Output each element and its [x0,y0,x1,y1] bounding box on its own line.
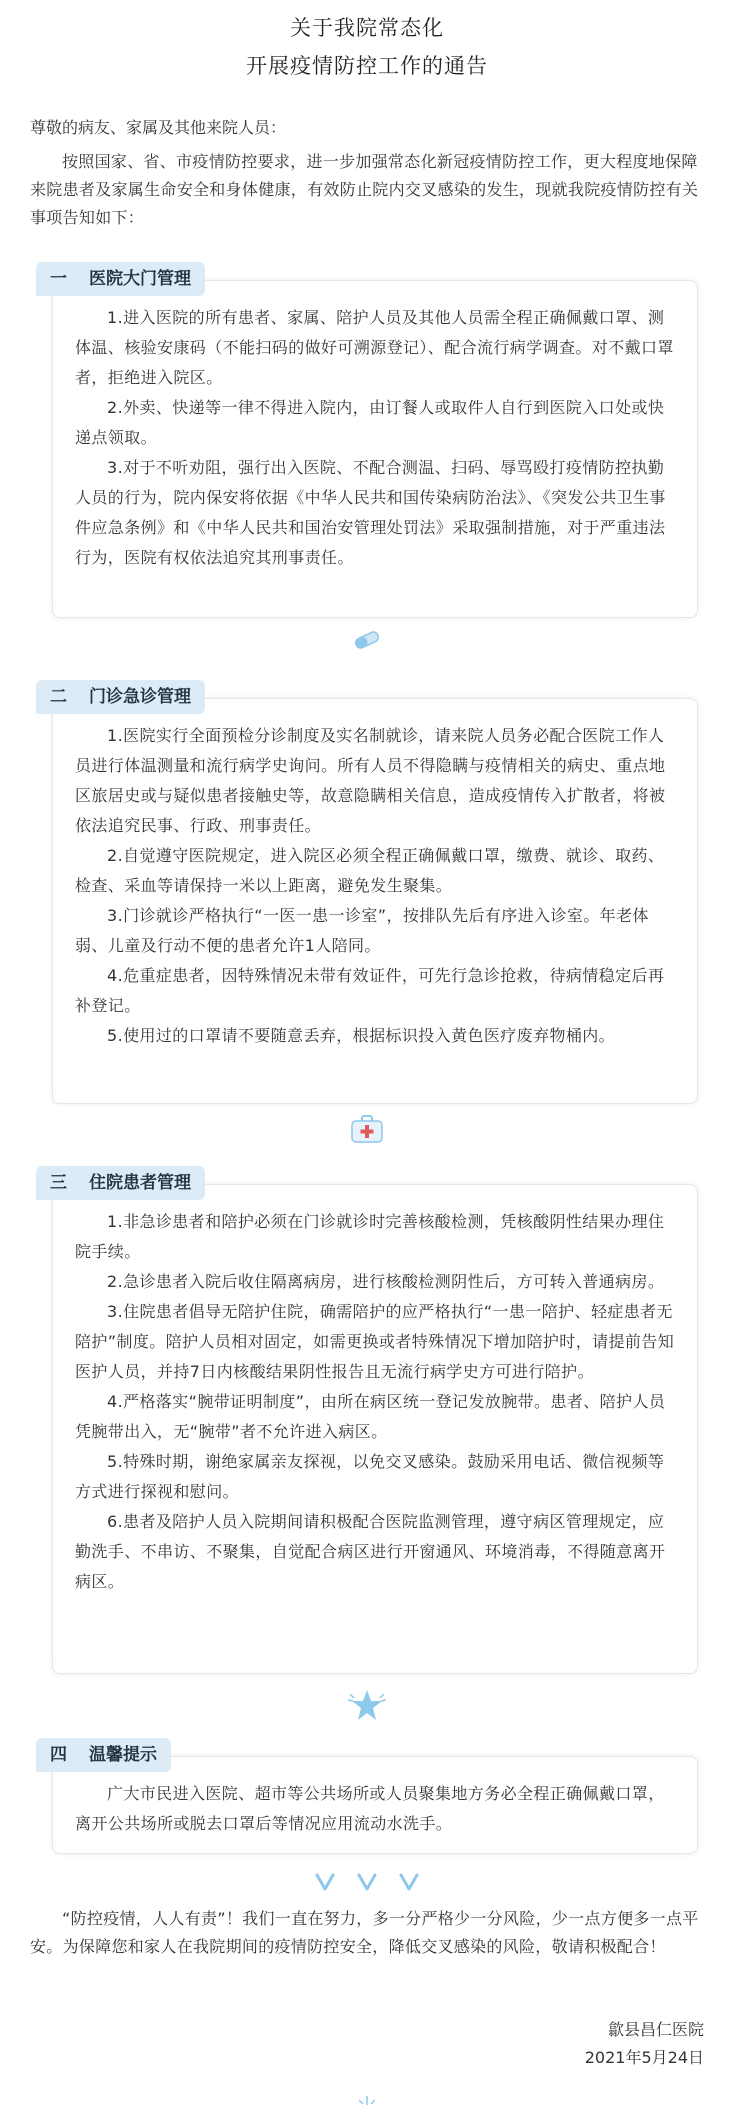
section-item: 6.患者及陪护人员入院期间请积极配合医院监测管理，遵守病区管理规定，应勤洗手、不串访、不聚集，自觉配合病区进行开窗通风、环境消毒，不得随意离开病区。 [75,1512,666,1591]
section-item: 4.严格落实“腕带证明制度”，由所在病区统一登记发放腕带。患者、陪护人员凭腕带出入，无“腕带”者不允许进入病区。 [75,1392,666,1441]
section-item: 1.医院实行全面预检分诊制度及实名制就诊，请来院人员务必配合医院工作人员进行体温测量和流行病学史询问。所有人员不得隐瞒与疫情相关的病史、重点地区旅居史或与疑似患者接触史等，故意隐瞒相关信息，造成疫情传入扩散者，将被依法追究民事、行政、刑事责任。 [75,726,666,835]
signature-org: 歙县昌仁医院 [607,2020,704,2039]
section-title: 医院大门管理 [89,269,191,289]
section-item: 1.进入医院的所有患者、家属、陪护人员及其他人员需全程正确佩戴口罩、测体温、核验安康码（不能扫码的做好可溯源登记）、配合流行病学调查。对不戴口罩者，拒绝进入院区。 [75,308,674,387]
section-item: 广大市民进入医院、超市等公共场所或人员聚集地方务必全程正确佩戴口罩，离开公共场所或脱去口罩后等情况应用流动水洗手。 [75,1784,665,1833]
section-title: 住院患者管理 [89,1173,191,1193]
section-number: 三 [50,1173,67,1193]
notice-title-line2: 开展疫情防控工作的通告 [246,54,488,78]
section-item: 3.住院患者倡导无陪护住院，确需陪护的应严格执行“一患一陪护、轻症患者无陪护”制度。陪护人员相对固定，如需更换或者特殊情况下增加陪护时，请提前告知医护人员，并持7日内核酸结果阴性报告且无流行病学史方可进行陪护。 [75,1302,675,1381]
pill-icon [0,630,734,650]
section-gate-management [36,262,698,622]
section-number: 四 [50,1745,67,1765]
section-header [36,1738,171,1772]
section-item: 5.使用过的口罩请不要随意丢弃，根据标识投入黄色医疗废弃物桶内。 [107,1026,616,1045]
section-header [36,262,205,296]
section-content [52,280,698,618]
section-warm-tips [36,1738,698,1858]
section-title: 温馨提示 [89,1745,157,1765]
first-aid-kit-icon [0,1114,734,1144]
section-inpatient-management [36,1166,698,1674]
section-outpatient-emergency [36,680,698,1108]
section-content [52,698,698,1104]
notice-title-line1: 关于我院常态化 [290,16,444,40]
section-item: 5.特殊时期，谢绝家属亲友探视，以免交叉感染。鼓励采用电话、微信视频等方式进行探视和慰问。 [75,1452,665,1501]
section-item: 3.门诊就诊严格执行“一医一患一诊室”，按排队先后有序进入诊室。年老体弱、儿童及行动不便的患者允许1人陪同。 [75,906,649,955]
section-number: 二 [50,687,67,707]
section-title: 门诊急诊管理 [89,687,191,707]
star-icon [0,1686,734,1726]
section-item: 2.外卖、快递等一律不得进入院内，由订餐人或取件人自行到医院入口处或快递点领取。 [75,398,665,447]
section-item: 2.自觉遵守医院规定，进入院区必须全程正确佩戴口罩，缴费、就诊、取药、检查、采血等请保持一米以上距离，避免发生聚集。 [75,846,665,895]
section-header [36,680,205,714]
section-item: 4.危重症患者，因特殊情况未带有效证件，可先行急诊抢救，待病情稳定后再补登记。 [75,966,665,1015]
signature-date: 2021年5月24日 [584,2048,704,2067]
section-item: 1.非急诊患者和陪护必须在门诊就诊时完善核酸检测，凭核酸阴性结果办理住院手续。 [75,1212,665,1261]
intro-paragraph: 按照国家、省、市疫情防控要求，进一步加强常态化新冠疫情防控工作，更大程度地保障来院患者及家属生命安全和身体健康，有效防止院内交叉感染的发生，现就我院疫情防控有关事项告知如下： [30,152,699,227]
closing-paragraph: “防控疫情，人人有责”！我们一直在努力，多一分严格少一分风险，少一点方便多一点平安。为保障您和家人在我院期间的疫情防控安全，降低交叉感染的风险，敬请积极配合！ [30,1909,699,1956]
greeting: 尊敬的病友、家属及其他来院人员： [30,118,287,137]
section-item: 2.急诊患者入院后收住隔离病房，进行核酸检测阴性后，方可转入普通病房。 [107,1272,665,1291]
sparkle-icon [0,2090,734,2105]
chevron-down-icon [0,1872,734,1894]
section-content [52,1184,698,1674]
section-header [36,1166,205,1200]
section-item: 3.对于不听劝阻，强行出入医院、不配合测温、扫码、辱骂殴打疫情防控执勤人员的行为，院内保安将依据《中华人民共和国传染病防治法》、《突发公共卫生事件应急条例》和《中华人民共和国治安管理处罚法》采取强制措施，对于严重违法行为，医院有权依法追究其刑事责任。 [75,458,666,567]
section-number: 一 [50,269,67,289]
